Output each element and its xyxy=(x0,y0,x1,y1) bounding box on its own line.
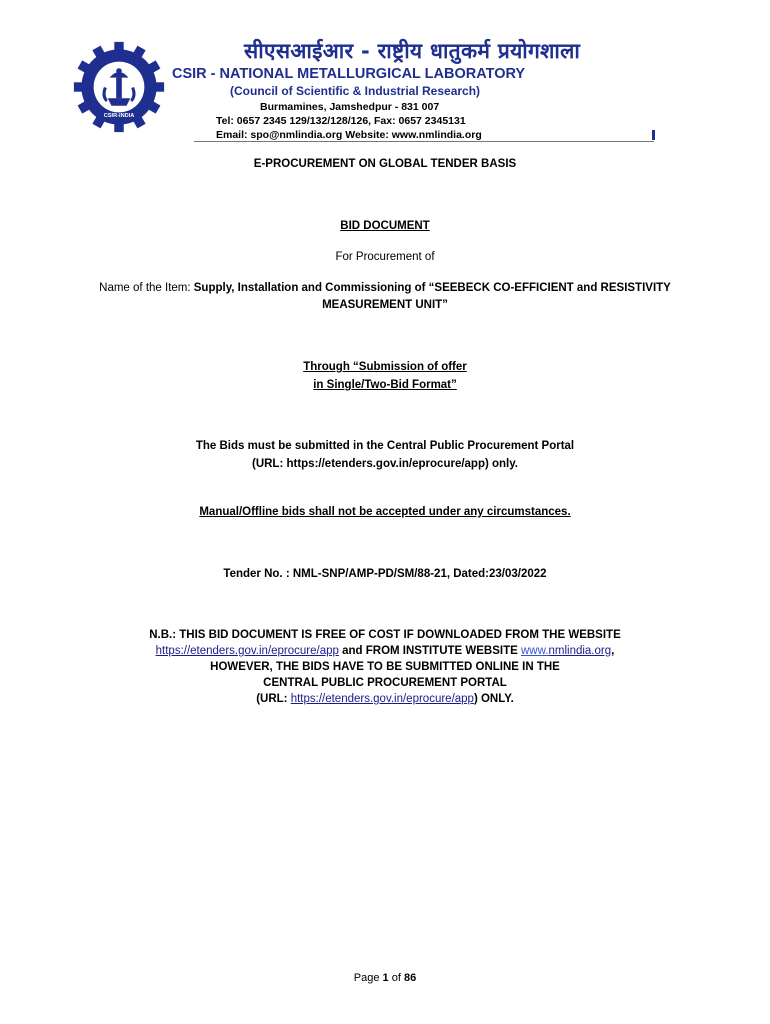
item-label: Name of the Item: xyxy=(99,282,194,294)
page-number: 1 xyxy=(382,972,389,984)
nb-line4: CENTRAL PUBLIC PROCUREMENT PORTAL xyxy=(263,677,507,689)
org-name: CSIR - NATIONAL METALLURGICAL LABORATORY xyxy=(172,66,526,82)
page-footer xyxy=(0,972,770,984)
bid-document-title: BID DOCUMENT xyxy=(340,220,430,232)
of-word: of xyxy=(388,972,404,984)
manual-bids-notice: Manual/Offline bids shall not be accepted under any circumstances. xyxy=(199,506,571,518)
nb-url-prefix: (URL: xyxy=(256,693,291,705)
letterhead-mark xyxy=(652,130,655,140)
nmlindia-link[interactable]: nmlindia.org xyxy=(548,645,612,657)
page-total: 86 xyxy=(403,972,417,984)
address: Burmamines, Jamshedpur - 831 007 xyxy=(260,101,440,113)
hindi-org-name: सीएसआईआर - राष्ट्रीय धातुकर्म प्रयोगशाला xyxy=(244,39,581,63)
nb-line1: N.B.: THIS BID DOCUMENT IS FREE OF COST IF DOWNLOADED FROM THE WEBSITE xyxy=(149,629,621,641)
csir-gear-emblem-icon xyxy=(72,40,166,134)
submission-format-line2: in Single/Two-Bid Format” xyxy=(313,379,457,391)
etenders-link[interactable]: https://etenders.gov.in/eprocure/app xyxy=(155,645,339,657)
portal-notice-line1: The Bids must be submitted in the Central Public Procurement Portal xyxy=(195,440,575,452)
nb-line3: HOWEVER, THE BIDS HAVE TO BE SUBMITTED ONLINE IN THE xyxy=(210,661,560,673)
item-name: Supply, Installation and Commissioning of “SEEBECK CO-EFFICIENT and RESISTIVITY xyxy=(193,282,671,294)
portal-notice-line2: (URL: https://etenders.gov.in/eprocure/app) only. xyxy=(251,458,518,470)
nmlindia-link-prefix[interactable]: www. xyxy=(521,645,549,657)
nb-mid-text: and FROM INSTITUTE WEBSITE xyxy=(338,645,521,657)
logo-text: CSIR-INDIA xyxy=(103,113,135,120)
page-word: Page xyxy=(353,972,383,984)
letterhead-text xyxy=(172,38,584,142)
email-website: Email: spo@nmlindia.org Website: www.nmlindia.org xyxy=(216,129,482,141)
item-name-line xyxy=(0,280,770,297)
for-procurement-text: For Procurement of xyxy=(335,251,435,263)
nb-url-suffix: ) ONLY. xyxy=(473,693,514,705)
letterhead xyxy=(72,38,584,144)
letterhead-divider xyxy=(194,141,654,142)
submission-format-line1: Through “Submission of offer xyxy=(303,361,467,373)
main-heading: E-PROCUREMENT ON GLOBAL TENDER BASIS xyxy=(253,158,517,170)
nb-line2 xyxy=(0,643,770,660)
etenders-link-2[interactable]: https://etenders.gov.in/eprocure/app xyxy=(290,693,474,705)
tender-number: Tender No. : NML-SNP/AMP-PD/SM/88-21, Dated:23/03/2022 xyxy=(223,568,547,580)
tel-fax: Tel: 0657 2345 129/132/128/126, Fax: 0657 2345131 xyxy=(216,115,466,127)
nb-comma: , xyxy=(611,645,615,657)
item-name-continued: MEASUREMENT UNIT” xyxy=(322,299,448,311)
council-name: (Council of Scientific & Industrial Research) xyxy=(230,84,481,98)
nb-line5 xyxy=(0,691,770,708)
